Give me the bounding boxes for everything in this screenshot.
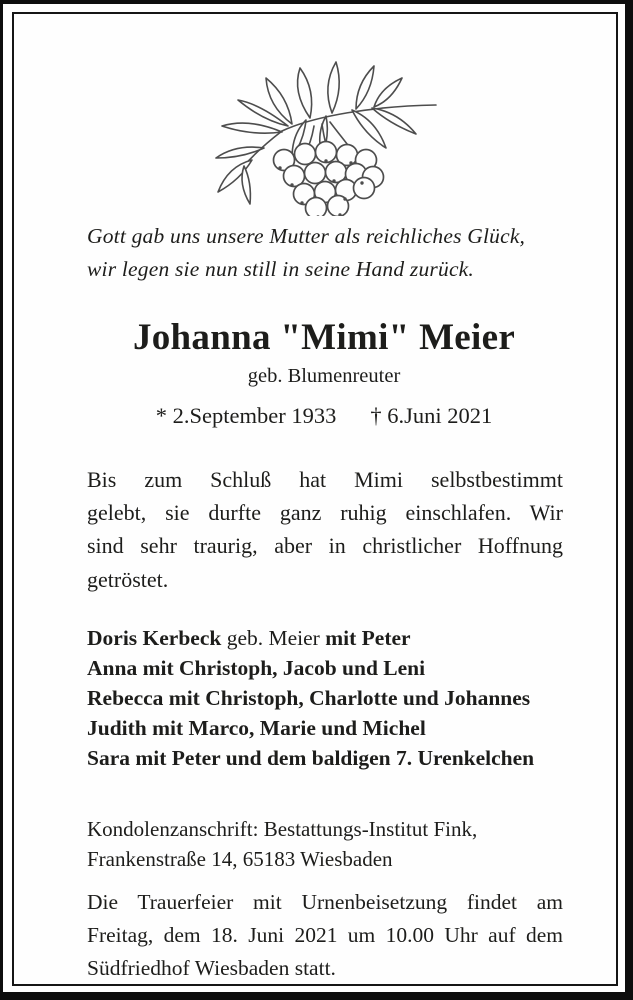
obituary-line: sind sehr traurig, aber in christlicher Hoffnung bbox=[87, 533, 563, 559]
notice-content bbox=[25, 24, 607, 976]
epigraph-line: Gott gab uns unsere Mutter als reichliches Glück, bbox=[87, 224, 526, 248]
funeral-line: Südfriedhof Wiesbaden statt. bbox=[87, 955, 336, 976]
birth-date: * 2.September 1933 bbox=[155, 403, 337, 428]
rowan-branch-icon bbox=[204, 56, 444, 216]
mourner-line bbox=[87, 623, 561, 653]
epigraph bbox=[87, 220, 561, 286]
epigraph-line: wir legen sie nun still in seine Hand zurück. bbox=[87, 257, 475, 281]
life-dates bbox=[87, 401, 561, 431]
funeral-details bbox=[87, 886, 563, 976]
notice-border-frame bbox=[12, 12, 618, 986]
maiden-name: geb. Blumenreuter bbox=[247, 365, 401, 387]
condolence-line: Kondolenzanschrift: Bestattungs-Institut Fink, bbox=[87, 816, 478, 841]
funeral-line: Freitag, dem 18. Juni 2021 um 10.00 Uhr auf dem bbox=[87, 922, 563, 947]
obituary-line: Bis zum Schluß hat Mimi selbstbestimmt bbox=[87, 467, 563, 492]
mourner-line: Rebecca mit Christoph, Charlotte und Johannes bbox=[87, 685, 531, 710]
deceased-name: Johanna "Mimi" Meier bbox=[132, 317, 516, 358]
funeral-line: Die Trauerfeier mit Urnenbeisetzung findet am bbox=[87, 889, 563, 914]
obituary-page bbox=[3, 4, 625, 992]
mourner-line: Judith mit Marco, Marie und Michel bbox=[87, 715, 426, 740]
mourner-line: Anna mit Christoph, Jacob und Leni bbox=[87, 655, 426, 680]
mourner-with: mit Peter bbox=[325, 625, 411, 650]
mourners-list bbox=[87, 623, 561, 773]
condolence-address bbox=[87, 814, 561, 874]
mourner-maiden-name: geb. Meier bbox=[221, 625, 326, 650]
obituary-line: getröstet. bbox=[87, 566, 169, 592]
obituary-text bbox=[87, 463, 563, 596]
mourner-name: Doris Kerbeck bbox=[87, 625, 222, 650]
obituary-line: gelebt, sie durfte ganz ruhig einschlafen. Wir bbox=[87, 500, 563, 526]
mourner-line: Sara mit Peter und dem baldigen 7. Urenkelchen bbox=[87, 745, 535, 770]
rowan-branch-illustration bbox=[204, 56, 444, 216]
condolence-line: Frankenstraße 14, 65183 Wiesbaden bbox=[87, 846, 393, 871]
death-date: † 6.Juni 2021 bbox=[370, 403, 493, 428]
deceased-block bbox=[87, 316, 561, 431]
